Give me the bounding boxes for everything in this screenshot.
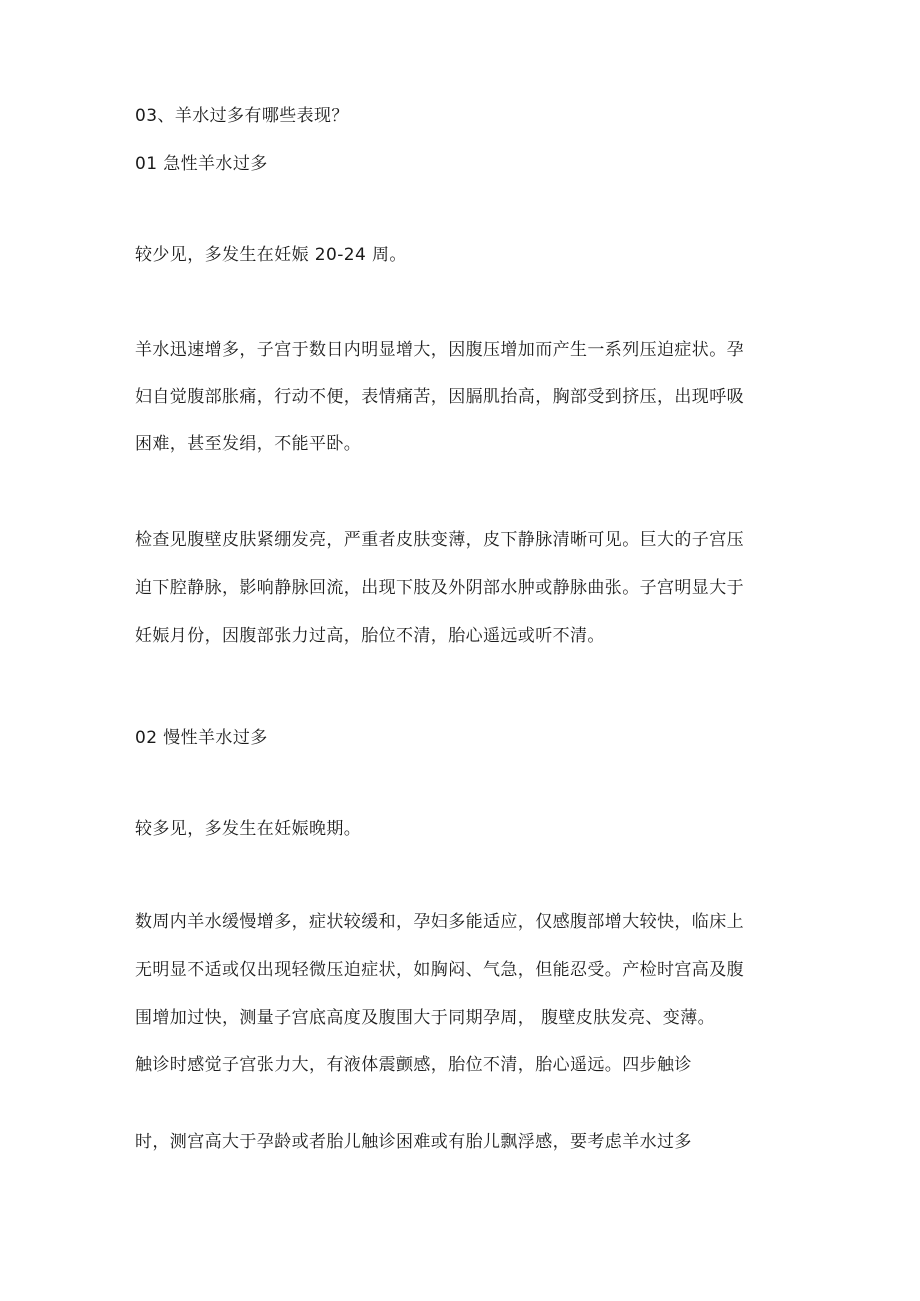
chronic-symptoms-line-1: 数周内羊水缓慢增多，症状较缓和，孕妇多能适应，仅感腹部增大较快，临床上 bbox=[135, 912, 744, 932]
acute-symptoms-line-2: 妇自觉腹部胀痛，行动不便，表情痛苦，因膈肌抬高，胸部受到挤压，出现呼吸 bbox=[135, 387, 744, 407]
acute-exam-line-3: 妊娠月份，因腹部张力过高，胎位不清，胎心遥远或听不清。 bbox=[135, 626, 605, 646]
chronic-symptoms-line-2: 无明显不适或仅出现轻微压迫症状，如胸闷、气急，但能忍受。产检时宫高及腹 bbox=[135, 960, 744, 980]
acute-symptoms-line-1: 羊水迅速增多，子宫于数日内明显增大，因腹压增加而产生一系列压迫症状。孕 bbox=[135, 340, 744, 360]
chronic-conclusion-line: 时，测宫高大于孕龄或者胎儿触诊困难或有胎儿飘浮感，要考虑羊水过多 bbox=[135, 1132, 692, 1152]
chronic-intro-paragraph: 较多见，多发生在妊娠晚期。 bbox=[135, 819, 362, 839]
chronic-symptoms-line-3: 围增加过快，测量子宫底高度及腹围大于同期孕周， 腹壁皮肤发亮、变薄。 bbox=[135, 1008, 716, 1028]
acute-symptoms-line-3: 困难，甚至发绢，不能平卧。 bbox=[135, 434, 362, 454]
acute-exam-line-2: 迫下腔静脉，影响静脉回流，出现下肢及外阴部水肿或静脉曲张。子宫明显大于 bbox=[135, 578, 744, 598]
acute-subheading: 01 急性羊水过多 bbox=[135, 154, 268, 174]
section-heading: 03、羊水过多有哪些表现？ bbox=[135, 106, 349, 126]
chronic-symptoms-line-4: 触诊时感觉子宫张力大，有液体震颤感，胎位不清，胎心遥远。四步触诊 bbox=[135, 1055, 692, 1075]
acute-exam-line-1: 检查见腹壁皮肤紧绷发亮，严重者皮肤变薄，皮下静脉清晰可见。巨大的子宫压 bbox=[135, 530, 744, 550]
chronic-subheading: 02 慢性羊水过多 bbox=[135, 728, 268, 748]
acute-intro-paragraph: 较少见，多发生在妊娠 20-24 周。 bbox=[135, 245, 407, 265]
